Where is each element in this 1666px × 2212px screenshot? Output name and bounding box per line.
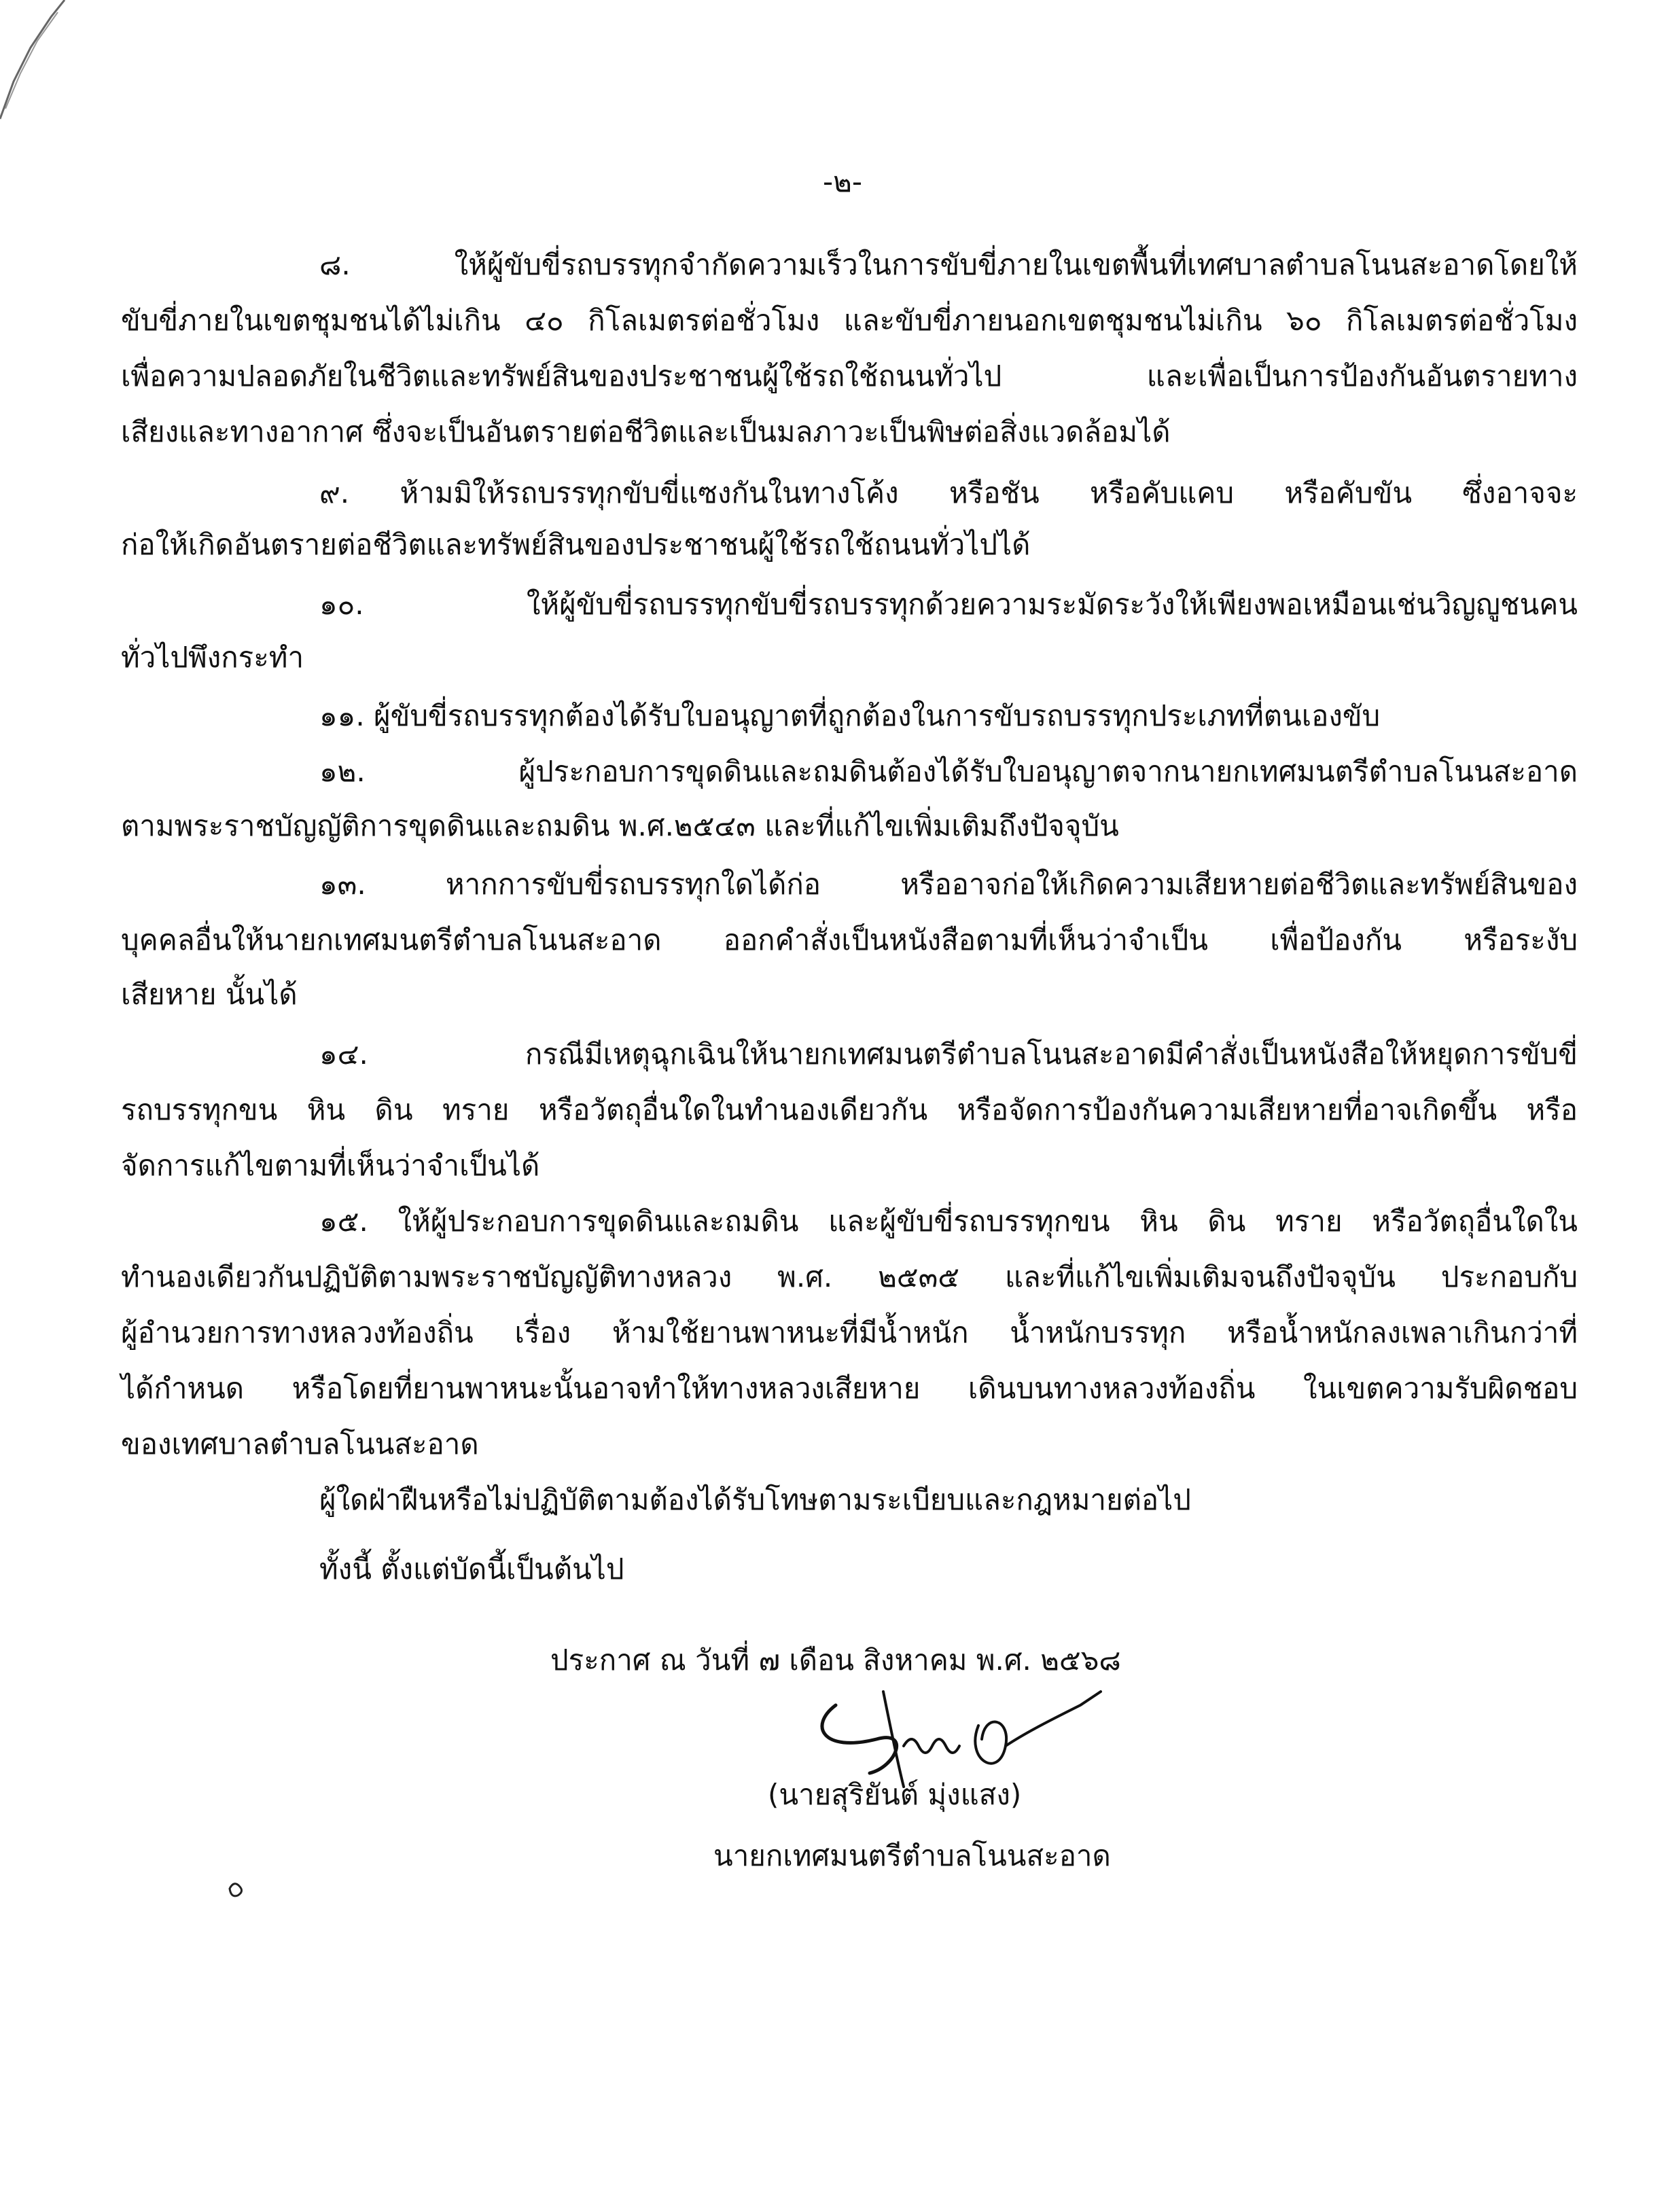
signer-title: นายกเทศมนตรีตำบลโนนสะอาด	[713, 1839, 1111, 1872]
clause-11-line-1: ๑๑. ผู้ขับขี่รถบรรทุกต้องได้รับใบอนุญาตที่ถูกต้องในการขับรถบรรทุกประเภทที่ตนเองขับ	[319, 699, 1381, 732]
clause-12-line-2: ตามพระราชบัญญัติการขุดดินและถมดิน พ.ศ.๒๕๔๓ และที่แก้ไขเพิ่มเติมถึงปัจจุบัน	[121, 809, 1119, 842]
scan-corner-mark	[0, 0, 82, 129]
clause-10-line-2: ทั่วไปพึงกระทำ	[121, 641, 304, 674]
clause-8-line-3: เพื่อความปลอดภัยในชีวิตและทรัพย์สินของประชาชนผู้ใช้รถใช้ถนนทั่วไป และเพื่อเป็นการป้องกันอันตรายทาง	[121, 359, 1578, 393]
clause-9-line-1: ๙. ห้ามมิให้รถบรรทุกขับขี่แซงกันในทางโค้ง หรือชัน หรือคับแคบ หรือคับขัน ซึ่งอาจจะ	[319, 476, 1578, 510]
clause-8-line-4: เสียงและทางอากาศ ซึ่งจะเป็นอันตรายต่อชีวิตและเป็นมลภาวะเป็นพิษต่อสิ่งแวดล้อมได้	[121, 415, 1171, 448]
clause-14-line-1: ๑๔. กรณีมีเหตุฉุกเฉินให้นายกเทศมนตรีตำบลโนนสะอาดมีคำสั่งเป็นหนังสือให้หยุดการขับขี่	[319, 1037, 1578, 1071]
scan-speck-mark	[224, 1875, 251, 1902]
clause-13-line-1: ๑๓. หากการขับขี่รถบรรทุกใดได้ก่อ หรืออาจก่อให้เกิดความเสียหายต่อชีวิตและทรัพย์สินของ	[319, 868, 1578, 901]
clause-8-line-2: ขับขี่ภายในเขตชุมชนได้ไม่เกิน ๔๐ กิโลเมตรต่อชั่วโมง และขับขี่ภายนอกเขตชุมชนไม่เกิน ๖๐ กิโลเมตรต่อชั่วโมง	[121, 304, 1578, 337]
penalty-statement: ผู้ใดฝ่าฝืนหรือไม่ปฏิบัติตามต้องได้รับโทษตามระเบียบและกฎหมายต่อไป	[319, 1483, 1191, 1516]
clause-15-line-1: ๑๕. ให้ผู้ประกอบการขุดดินและถมดิน และผู้ขับขี่รถบรรทุกขน หิน ดิน ทราย หรือวัตถุอื่นใดใน	[319, 1205, 1578, 1238]
clause-15-line-4: ได้กำหนด หรือโดยที่ยานพาหนะนั้นอาจทำให้ทางหลวงเสียหาย เดินบนทางหลวงท้องถิ่น ในเขตความรับผิดชอบ	[121, 1372, 1578, 1405]
clause-13-line-3: เสียหาย นั้นได้	[121, 978, 298, 1011]
clause-12-line-1: ๑๒. ผู้ประกอบการขุดดินและถมดินต้องได้รับใบอนุญาตจากนายกเทศมนตรีตำบลโนนสะอาด	[319, 755, 1578, 788]
clause-15-line-5: ของเทศบาลตำบลโนนสะอาด	[121, 1427, 479, 1461]
clause-15-line-3: ผู้อำนวยการทางหลวงท้องถิ่น เรื่อง ห้ามใช้ยานพาหนะที่มีน้ำหนัก น้ำหนักบรรทุก หรือน้ำหนักลงเพลาเกินกว่าที่	[121, 1316, 1578, 1349]
effective-statement: ทั้งนี้ ตั้งแต่บัดนี้เป็นต้นไป	[319, 1552, 624, 1586]
clause-15-line-2: ทำนองเดียวกันปฏิบัติตามพระราชบัญญัติทางหลวง พ.ศ. ๒๕๓๕ และที่แก้ไขเพิ่มเติมจนถึงปัจจุบัน ประกอบกับ	[121, 1260, 1578, 1294]
clause-14-line-2: รถบรรทุกขน หิน ดิน ทราย หรือวัตถุอื่นใดในทำนองเดียวกัน หรือจัดการป้องกันความเสียหายที่อาจเกิดขึ้น หรือ	[121, 1093, 1578, 1126]
clause-8-line-1: ๘. ให้ผู้ขับขี่รถบรรทุกจำกัดความเร็วในการขับขี่ภายในเขตพื้นที่เทศบาลตำบลโนนสะอาดโดยให้	[319, 248, 1578, 281]
clause-13-line-2: บุคคลอื่นให้นายกเทศมนตรีตำบลโนนสะอาด ออกคำสั่งเป็นหนังสือตามที่เห็นว่าจำเป็น เพื่อป้องกัน หรือระงับ	[121, 923, 1578, 957]
announcement-date: ประกาศ ณ วันที่ ๗ เดือน สิงหาคม พ.ศ. ๒๕๖๘	[550, 1643, 1121, 1677]
clause-10-line-1: ๑๐. ให้ผู้ขับขี่รถบรรทุกขับขี่รถบรรทุกด้วยความระมัดระวังให้เพียงพอเหมือนเช่นวิญญูชนคน	[319, 588, 1578, 621]
clause-14-line-3: จัดการแก้ไขตามที่เห็นว่าจำเป็นได้	[121, 1149, 540, 1182]
clause-9-line-2: ก่อให้เกิดอันตรายต่อชีวิตและทรัพย์สินของประชาชนผู้ใช้รถใช้ถนนทั่วไปได้	[121, 528, 1031, 561]
signer-name: (นายสุริยันต์ มุ่งแสง)	[768, 1778, 1022, 1811]
page-number: -๒-	[823, 165, 862, 198]
